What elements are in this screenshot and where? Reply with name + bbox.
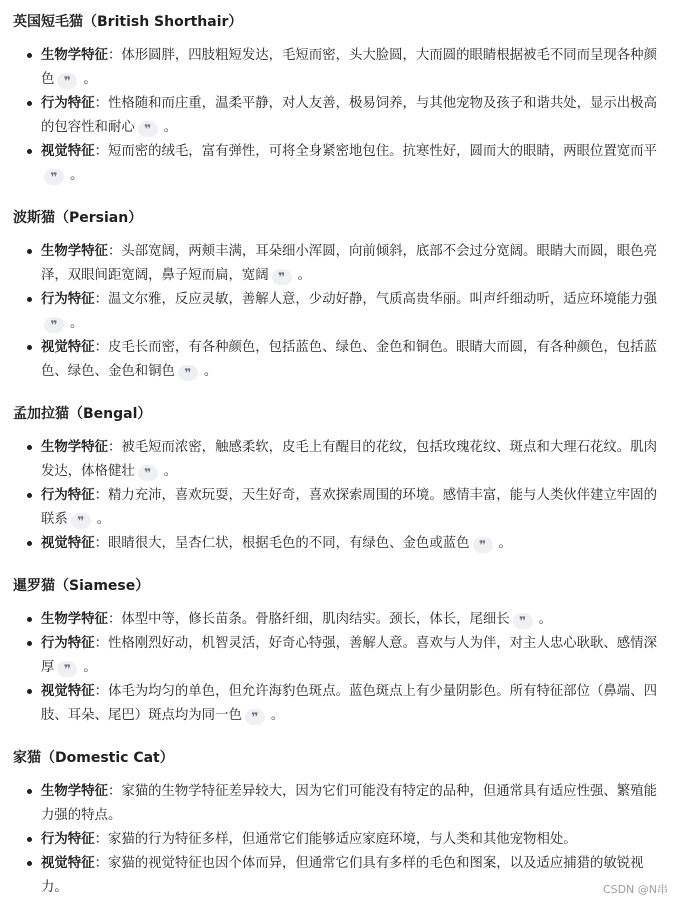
breed-title: 英国短毛猫（British Shorthair）	[13, 14, 243, 30]
trait-item	[13, 44, 663, 92]
trait-separator: ：	[94, 292, 108, 307]
trait-separator: ：	[94, 684, 108, 699]
trait-item	[13, 484, 663, 532]
trait-end-punctuation: 。	[498, 536, 512, 551]
trait-separator: ：	[107, 784, 122, 799]
trait-separator: ：	[107, 440, 122, 455]
trait-separator: ：	[107, 612, 122, 627]
trait-text: 眼睛很大，呈杏仁状，根据毛色的不同，有绿色、金色或蓝色	[107, 536, 470, 551]
trait-text: 家猫的视觉特征也因个体而异，但通常它们具有多样的毛色和图案，以及适应捕猎的敏锐视力。	[41, 856, 644, 895]
bullet-icon	[27, 445, 32, 450]
trait-list	[13, 608, 663, 728]
trait-separator: ：	[107, 244, 122, 259]
breed-title: 家猫（Domestic Cat）	[13, 750, 174, 766]
trait-label: 生物学特征	[41, 612, 108, 627]
breed-title: 波斯猫（Persian）	[13, 210, 143, 226]
bullet-icon	[27, 837, 32, 842]
citation-quote-icon[interactable]: ❞	[57, 661, 77, 677]
trait-end-punctuation: 。	[297, 268, 312, 283]
citation-quote-icon[interactable]: ❞	[178, 365, 198, 381]
trait-list	[13, 44, 663, 188]
breed-section	[13, 396, 663, 556]
trait-text: 体毛为均匀的单色，但允许海豹色斑点。蓝色斑点上有少量阴影色。所有特征部位（鼻端、四肢、耳朵、尾巴）斑点均为同一色	[41, 684, 657, 723]
citation-quote-icon[interactable]: ❞	[138, 121, 158, 137]
breed-section	[13, 4, 663, 188]
trait-label: 行为特征	[41, 292, 95, 307]
citation-quote-icon[interactable]: ❞	[57, 73, 77, 89]
citation-quote-icon[interactable]: ❞	[44, 169, 64, 185]
trait-text: 体型中等，修长苗条。骨胳纤细，肌肉结实。颈长，体长，尾细长	[121, 612, 510, 627]
trait-text: 性格随和而庄重，温柔平静，对人友善，极易饲养，与其他宠物及孩子和谐共处，显示出极高的包容性和耐心	[41, 96, 657, 135]
trait-text: 家猫的生物学特征差异较大，因为它们可能没有特定的品种，但通常具有适应性强、繁殖能力强的特点。	[41, 784, 657, 823]
trait-end-punctuation: 。	[163, 120, 178, 135]
trait-separator: ：	[94, 144, 108, 159]
trait-label: 行为特征	[41, 636, 95, 651]
bullet-icon	[27, 53, 32, 58]
trait-end-punctuation: 。	[163, 464, 178, 479]
trait-label: 行为特征	[41, 488, 95, 503]
bullet-icon	[27, 297, 32, 302]
trait-label: 生物学特征	[41, 440, 108, 455]
trait-item	[13, 140, 663, 188]
trait-separator: ：	[107, 48, 122, 63]
trait-end-punctuation: 。	[83, 72, 97, 87]
trait-separator: ：	[94, 536, 108, 551]
trait-text: 性格刚烈好动，机智灵活，好奇心特强，善解人意。喜欢与人为伴，对主人忠心耿耿、感情深厚	[41, 636, 657, 675]
trait-separator: ：	[94, 340, 108, 355]
breed-title: 孟加拉猫（Bengal）	[13, 406, 152, 422]
trait-list	[13, 240, 663, 384]
trait-label: 视觉特征	[41, 536, 95, 551]
trait-item	[13, 680, 663, 728]
trait-item	[13, 608, 663, 632]
citation-quote-icon[interactable]: ❞	[473, 537, 493, 553]
trait-separator: ：	[94, 488, 108, 503]
bullet-icon	[27, 689, 32, 694]
breed-section	[13, 740, 663, 900]
trait-item	[13, 92, 663, 140]
bullet-icon	[27, 101, 32, 106]
trait-text: 被毛短而浓密，触感柔软，皮毛上有醒目的花纹，包括玫瑰花纹、斑点和大理石花纹。肌肉发达，体格健壮	[41, 440, 657, 479]
trait-label: 生物学特征	[41, 244, 108, 259]
citation-quote-icon[interactable]: ❞	[272, 269, 292, 285]
trait-label: 行为特征	[41, 96, 95, 111]
bullet-icon	[27, 249, 32, 254]
trait-text: 温文尔雅，反应灵敏，善解人意，少动好静，气质高贵华丽。叫声纤细动听，适应环境能力强	[107, 292, 657, 307]
trait-label: 视觉特征	[41, 856, 95, 871]
bullet-icon	[27, 149, 32, 154]
trait-label: 生物学特征	[41, 48, 108, 63]
breed-section	[13, 200, 663, 384]
trait-separator: ：	[94, 636, 108, 651]
citation-quote-icon[interactable]: ❞	[138, 465, 158, 481]
citation-quote-icon[interactable]: ❞	[71, 513, 91, 529]
trait-text: 头部宽阔，两颊丰满，耳朵细小浑圆，向前倾斜，底部不会过分宽阔。眼睛大而圆，眼色亮泽，双眼间距宽阔，鼻子短而扁，宽阔	[41, 244, 657, 283]
watermark: CSDN @N串	[602, 883, 668, 896]
breed-section	[13, 568, 663, 728]
bullet-icon	[27, 345, 32, 350]
breed-title: 暹罗猫（Siamese）	[13, 578, 150, 594]
bullet-icon	[27, 641, 32, 646]
trait-label: 视觉特征	[41, 144, 95, 159]
trait-label: 视觉特征	[41, 684, 95, 699]
trait-item	[13, 632, 663, 680]
bullet-icon	[27, 789, 32, 794]
trait-text: 皮毛长而密，有各种颜色，包括蓝色、绿色、金色和铜色。眼睛大而圆，有各种颜色，包括蓝色、绿色、金色和铜色	[41, 340, 657, 379]
trait-text: 精力充沛，喜欢玩耍，天生好奇，喜欢探索周围的环境。感情丰富，能与人类伙伴建立牢固的联系	[41, 488, 657, 527]
citation-quote-icon[interactable]: ❞	[513, 613, 533, 629]
trait-item	[13, 240, 663, 288]
trait-list	[13, 436, 663, 556]
citation-quote-icon[interactable]: ❞	[44, 317, 64, 333]
trait-end-punctuation: 。	[96, 512, 111, 527]
trait-item	[13, 288, 663, 336]
trait-separator: ：	[94, 96, 108, 111]
bullet-icon	[27, 493, 32, 498]
trait-label: 生物学特征	[41, 784, 108, 799]
trait-text: 短而密的绒毛，富有弹性，可将全身紧密地包住。抗寒性好，圆而大的眼睛，两眼位置宽而平	[107, 144, 657, 159]
trait-separator: ：	[94, 856, 108, 871]
bullet-icon	[27, 861, 32, 866]
trait-end-punctuation: 。	[203, 364, 218, 379]
trait-end-punctuation: 。	[83, 660, 97, 675]
trait-separator: ：	[94, 832, 108, 847]
bullet-icon	[27, 541, 32, 546]
trait-item	[13, 532, 663, 556]
trait-end-punctuation: 。	[270, 708, 285, 723]
trait-text: 体形圆胖，四肢粗短发达，毛短而密，头大脸圆，大而圆的眼睛根据被毛不同而呈现各种颜色	[41, 48, 657, 87]
trait-end-punctuation: 。	[70, 168, 84, 183]
trait-item	[13, 336, 663, 384]
trait-item	[13, 828, 663, 852]
trait-label: 视觉特征	[41, 340, 95, 355]
trait-item	[13, 780, 663, 828]
trait-item	[13, 852, 663, 900]
trait-item	[13, 436, 663, 484]
citation-quote-icon[interactable]: ❞	[245, 709, 265, 725]
trait-end-punctuation: 。	[538, 612, 553, 627]
trait-list	[13, 780, 663, 900]
bullet-icon	[27, 617, 32, 622]
trait-label: 行为特征	[41, 832, 95, 847]
trait-text: 家猫的行为特征多样，但通常它们能够适应家庭环境，与人类和其他宠物相处。	[107, 832, 577, 847]
trait-end-punctuation: 。	[70, 316, 84, 331]
